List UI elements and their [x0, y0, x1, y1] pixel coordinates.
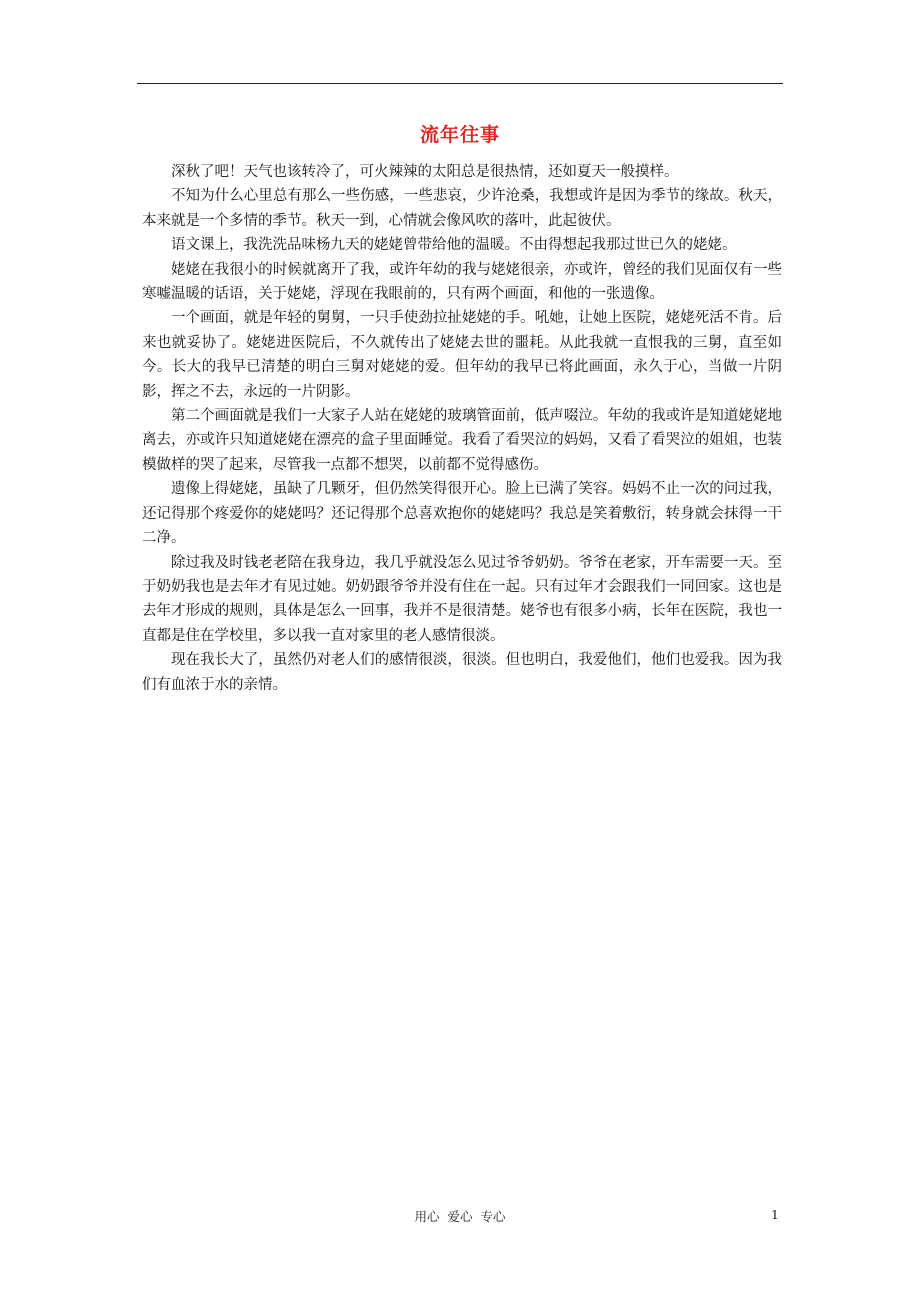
paragraph: 语文课上，我洗洗品味杨九天的姥姥曾带给他的温暖。不由得想起我那过世已久的姥姥。: [171, 237, 737, 254]
document-body: [142, 160, 782, 697]
paragraph: 遗像上得姥姥，虽缺了几颗牙，但仍然笑得很开心。脸上已满了笑容。妈妈不止一次的问过我，还记得那个疼爱你的姥姥吗？还记得那个总喜欢抱你的姥姥吗？我总是笑着敷衍，转身就会抹得一干二净。: [142, 481, 782, 547]
footer-motto: 用心 爱心 专心: [414, 1209, 506, 1224]
paragraph: 不知为什么心里总有那么一些伤感，一些悲哀，少许沧桑，我想或许是因为季节的缘故。秋天，本来就是一个多情的季节。秋天一到，心情就会像风吹的落叶，此起彼伏。: [142, 188, 782, 229]
header-rule: [137, 83, 783, 84]
paragraph: 现在我长大了，虽然仍对老人们的感情很淡，很淡。但也明白，我爱他们，他们也爱我。因为我们有血浓于水的亲情。: [142, 652, 782, 693]
paragraph: 一个画面，就是年轻的舅舅，一只手使劲拉扯姥姥的手。吼她，让她上医院，姥姥死活不肯。后来也就妥协了。姥姥进医院后，不久就传出了姥姥去世的噩耗。从此我就一直恨我的三舅，直至如今。长大的我早已清楚的明白三舅对姥姥的爱。但年幼的我早已将此画面，永久于心，当做一片阴影，挥之不去，永远的一片阴影。: [142, 310, 782, 400]
paragraph: 深秋了吧！天气也该转冷了，可火辣辣的太阳总是很热情，还如夏天一般摸样。: [171, 164, 679, 180]
paragraph: 第二个画面就是我们一大家子人站在姥姥的玻璃管面前，低声啜泣。年幼的我或许是知道姥姥地离去，亦或许只知道姥姥在漂亮的盒子里面睡觉。我看了看哭泣的妈妈，又看了看哭泣的姐姐，也装模做样的哭了起来，尽管我一点都不想哭，以前都不觉得感伤。: [142, 408, 782, 473]
paragraph: 姥姥在我很小的时候就离开了我，或许年幼的我与姥姥很亲，亦或许，曾经的我们见面仅有一些寒嘘温暖的话语，关于姥姥，浮现在我眼前的，只有两个画面，和他的一张遗像。: [142, 261, 782, 303]
document-title: 流年往事: [419, 124, 500, 146]
page-number: 1: [771, 1207, 779, 1222]
paragraph: 除过我及时钱老老陪在我身边，我几乎就没怎么见过爷爷奶奶。爷爷在老家，开车需要一天。至于奶奶我也是去年才有见过她。奶奶跟爷爷并没有住在一起。只有过年才会跟我们一同回家。这也是去年才形成的规则，具体是怎么一回事，我并不是很清楚。姥爷也有很多小病，长年在医院，我也一直都是住在学校里，多以我一直对家里的老人感情很淡。: [142, 554, 782, 644]
page-footer: [137, 1207, 783, 1227]
